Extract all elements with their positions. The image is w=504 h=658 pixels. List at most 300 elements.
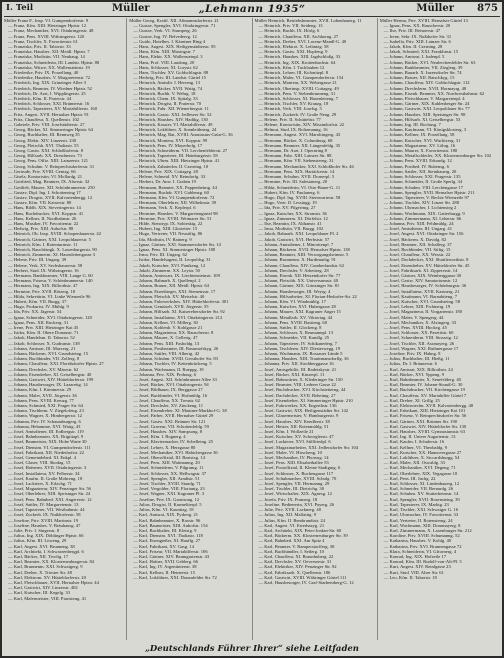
- directory-entry: — Karl, Malermeister, VIII. Piaristeng. 41: [8, 595, 87, 601]
- directory-entry: — Heinrich, Zimmerm. XI. Hasenleitengasse 3: [8, 252, 96, 258]
- directory-entry: — Julius, Ing. XII. Malfattig. 9: [258, 512, 317, 518]
- directory-entry: — Konrad, Ing. XIX. Hofzeile 17: [383, 553, 447, 559]
- directory-entry: — Ignaz, Gärtner, XXI. Stammersdorfer Str. 14: [133, 241, 221, 247]
- directory-entry: — Josef, Chauffeur, XX. Wexstr. 22: [383, 252, 451, 258]
- directory-entry: — Karl, Schneider, VII. Bernardg. 26: [383, 486, 454, 492]
- directory-entry: — Johann, Eisendreher, XI. Geiselbergstr. 40: [8, 371, 92, 377]
- directory-entry: — Gustav, Spengler, XVI. Ottakringerstr. 71: [133, 23, 216, 29]
- directory-entry: — Karl, Bahnbeamter, X. Raxstr. 96: [133, 517, 201, 523]
- directory-entry: — Karl, Gärtner, XXI. Brünner Str. 190: [383, 418, 458, 424]
- directory-entry: — Hermine, Hausbes. V. Margaretengürtel 98: [133, 210, 218, 216]
- directory-entry: — Julius, Dr. I. Bräunerstr. 6: [383, 361, 437, 367]
- directory-entry: — Karl, Uhrmacher, IV. Favoritenstr. 33: [383, 512, 459, 518]
- directory-entry: — Karl, Lokführer, XXI. Donaufelder Str. 72: [133, 574, 217, 580]
- directory-entry: — Heinrich, Tapezierer, III. Hainburgerstr. 58: [133, 153, 218, 159]
- directory-entry: — Josef, Spengler, XII. Arndtstr. 51: [133, 475, 200, 481]
- directory-entry: — Jakob, Kutscher, XVI. Panikeng. 12: [133, 262, 206, 268]
- directory-entry: — Josef, Lackierer, XVI. Stillfriedpl. 6: [258, 439, 331, 445]
- directory-entry: — Johann, Drechslerm. XVII. Hormayrg. 48: [383, 85, 467, 91]
- directory-entry: — Josef, Eisendreher, XI. Simmeringer Hptstr. 210: [258, 397, 353, 403]
- directory-entry: — Karl, Zimmermann, X. Laxenburger Str. 212: [383, 527, 472, 533]
- directory-entry: — Karl, Architekt, I. Schwarzenbergpl. 6: [8, 548, 84, 554]
- directory-entry: — Hans, Musiker, IV. Favoritenstr. 22: [8, 220, 79, 226]
- directory-entry: — Georg, Pens. Offiz. XIII. Lainzerstr. 121: [8, 158, 89, 164]
- directory-entry: — Heinrich, Monteur, XX. Webergasse 21: [258, 80, 337, 86]
- directory-entry: — Isidor, Handelsagent, II. Leopoldsg. 31: [133, 257, 211, 263]
- directory-entry: — Josef, Hausbesorger, IV. Schönburgstr. 36: [383, 283, 467, 289]
- directory-entry: — Johann, Amtsrat, III. Marxerg. 21: [8, 345, 76, 351]
- directory-entry: Müller Heinrich, Betriebsbeamter, XVII. Lobenhauerg. 11: [254, 18, 362, 23]
- directory-entry: — Irma, Modistin, VII. Burgg. 102: [258, 226, 324, 232]
- directory-entry: — Karl, Kaufm. I. Schulerstr. 16: [383, 439, 445, 445]
- directory-entry: — Ida, Priv. XV. Pilgerimg. 27: [258, 205, 316, 211]
- directory-entry: — Franz, Tischler, X. Favoritenstr. 61: [8, 38, 78, 44]
- directory-entry: — Irene, Sekr. IX. Nußdorfer Str. 31: [383, 33, 452, 39]
- directory-entry: — Josef, Amtsgehilfe, III. Radetzkystr. 21: [258, 366, 337, 372]
- directory-entry: — Heinrich, Drogist, II. Praterstr. 70: [133, 101, 201, 107]
- directory-entry: — Johann, Pens. XVIII. Kreuzg. 77: [8, 397, 74, 403]
- directory-entry: — Josef, Graveur, VII. Schottenfeldg. 59: [133, 423, 209, 429]
- directory-entry: — Johann, Hilfsarbeiter, XI. Florian-Hedorfer-Str. 22: [258, 293, 357, 299]
- directory-entry: — Friedrich, Kfm. II. Praterstr. 44: [8, 96, 72, 102]
- directory-entry: — Johann, Pens. XVIII. Bastieng. 60: [258, 319, 328, 325]
- directory-entry: — Heinrich, Mag. Rat, XVIII. Anastasius-Grün-G. 36: [133, 132, 233, 138]
- directory-entry: — Johann, Schlosser, XXI. Pragerstr. 135: [383, 174, 461, 180]
- directory-entry: — Josefine, Priv. IX. Garnisong. 12: [133, 496, 200, 502]
- directory-entry: — Johann, Chauffeur, XIV. Goldschlagstr. 112: [383, 80, 470, 86]
- directory-entry: — Karl, Fabrikant, XIII. Hietzinger Kai 101: [383, 408, 466, 414]
- directory-entry: — Josefine, Bedienerin, XVI. Payerg. 26: [258, 501, 335, 507]
- directory-entry: — Franziska, Witwe, XX. Wallensteinstr. 19: [8, 64, 90, 70]
- directory-entry: — Hans, Prof. VIII. Laudong. 20: [133, 59, 195, 65]
- directory-entry: — Karl, Dreher, XI. Grillg. 25: [383, 397, 440, 403]
- directory-entry: — Josef, Klaviermacher, IV. Schelleing. 25: [133, 439, 213, 445]
- directory-entry: — Johann, Ing. III. Rochusg. 7: [383, 122, 441, 128]
- directory-entry: — Gustav, Kfm. VII. Kaiserstr. 80: [8, 200, 72, 206]
- directory-entry: — Karl, Gastwirt, XVIII. Währinger Gürtel 111: [258, 574, 347, 580]
- directory-entry: — Josef, Mechaniker, X. Alxingerg. 33: [383, 319, 457, 325]
- directory-entry: — Heinrich, Gastw. XXI. Hopfeng. 9: [258, 49, 328, 55]
- directory-entry: — Hilda, Schneiderin, VI. Otto-Bauer-G. 11: [258, 184, 341, 190]
- directory-entry: — Karl, Dienstm. XVI. Thaliastr. 118: [133, 533, 203, 539]
- directory-entry: — Josefine, Priv. IX. Hahng. 8: [383, 351, 441, 356]
- directory-entry: — Ida, Priv. XX. Jägerstr. 54: [8, 309, 62, 315]
- directory-entry: — Johanna, Priv. XIII. Feldmühlg. 24: [383, 220, 454, 226]
- directory-entry: — Heinrich, Priv. VII. Seideng. 13: [258, 23, 323, 29]
- directory-entry: — Gottlieb, Maurer, XII. Schönbrunnerstr. 250: [8, 184, 95, 190]
- directory-entry: — Johann, Sattler, VIII. Albertg. 42: [133, 351, 200, 356]
- directory-entry: — Karl, Mechaniker, XVI. Degeng. 71: [383, 465, 456, 471]
- directory-entry: — Johann, Kohlenh. V. Kohlgasse 21: [133, 324, 203, 330]
- directory-entry: — Johann, Kutscher, XVI. Hubergasse 28: [258, 304, 336, 310]
- directory-entry: — Hermann, Fabr. XIII. Lainzer Str. 88: [258, 153, 332, 159]
- directory-entry: — Julius, Kfm. II. Rembrandtstr. 24: [258, 517, 325, 523]
- directory-entry: — Konrad, Kfm. III. Rudolf-von-Alt-Pl. 5: [383, 559, 462, 565]
- directory-entry: — Hermann, Friseur, V. Schönbrunnerstr. 140: [8, 278, 93, 284]
- directory-entry: — Johann, Gemüseh. XVII. Jörgerstr. 55: [133, 304, 209, 310]
- directory-entry: — Johann, Spengler, XVII. Hernalser Hptstr. 211: [383, 189, 475, 195]
- directory-entry: — Georg, Buchhalter, III. Rennweg 35: [8, 132, 80, 138]
- directory-entry: — Josef, Lehrer, XIII. Fichtnerg. 19: [383, 304, 451, 310]
- directory-entry: — Heinrich, Ob. Insp. XVIII. Schopenhauerstr. 42: [8, 231, 102, 237]
- directory-entry: — Hans, Angest. XIX. Heiligenstädterstr. 95: [133, 44, 216, 50]
- directory-entry: — Josef, Magazineur, XIV. Penzinger Str. 56: [8, 486, 91, 492]
- directory-entry: — Johann, Hausbesorger, IX. Lazarettg. 14: [8, 382, 88, 388]
- directory-entry: — Josef, Eisendreher, XI. Mautner-Markhof-G. 38: [133, 408, 227, 414]
- directory-entry: — Guido, Hotelbes. I. Kärntner Ring 4: [133, 38, 206, 44]
- directory-entry: — Johann, Gastwirt, XXI. Leopoldauer Str. 77: [383, 106, 470, 112]
- directory-entry: — Josefine, Priv. XVIII. Martinstr. 19: [8, 517, 79, 523]
- directory-entry: — Leo, Kfm. II. Taborstr. 18: [383, 574, 437, 580]
- directory-entry: — Karl, Drechsler, XV. Oeverseestr. 31: [258, 559, 332, 565]
- directory-entry: — Heinrich, Bäcker, XVII. Wattg. 74: [133, 85, 203, 91]
- directory-entry: — Karl, Vertreter, II. Rotensterng. 24: [383, 517, 453, 523]
- directory-title: „Lehmann 1935“: [198, 3, 306, 15]
- directory-entry: — Johann, Metallschleifer, XX. Klosterneuburger Str. 102: [383, 153, 492, 159]
- directory-entry: — Josef, Eisendreher, XV. Hütteldorfer Str. 45: [383, 262, 470, 268]
- directory-entry: — Heinrich, Hausbes. XIV. Hadikg. 130: [133, 116, 208, 122]
- directory-entry: — Josef, Postoffizial, II. Kleine Stadtgutg. 6: [258, 465, 341, 471]
- directory-entry: — Friedrich, Schlosser, XXI. Brünnerstr. 16: [8, 101, 90, 107]
- directory-entry: — Josef, Hafnerm. XVII. Ottakringerstr. 3: [8, 465, 87, 471]
- directory-entry: — Karl, Spengler, XVII. Rosensteing. 39: [383, 496, 460, 502]
- directory-entry: — Hermann, Kfm. VII. Siebensterng. 31: [258, 158, 334, 164]
- directory-entry: — Josef, Beamter, VIII. Lederer Gasse 22: [258, 382, 336, 388]
- directory-entry: — Karl, Hausbesorger, IV. Graf-Starhemberg-G. 12: [258, 579, 354, 585]
- directory-entry: — Hugo, Prokurist, IV. Mühlg. 9: [8, 304, 69, 310]
- directory-entry: — Herbert, Dr. Anw. I. Graben 19: [133, 179, 196, 185]
- directory-entry: — Josef, Wagner, XXI. Kagraner Pl. 3: [133, 491, 205, 497]
- directory-entry: — Josef, Amtsdiener, III. Ungarg. 41: [383, 226, 452, 232]
- directory-entry: — Klara, Schneiderin, VI. Gfrornerg. 4: [383, 548, 457, 554]
- directory-entry: — Josef, Pens. XIII. Elisabethallee 53: [258, 460, 329, 466]
- directory-entry: — Gustav, Ing. IV. Belvedereg. 12: [133, 33, 197, 39]
- directory-entry: — Josef, Kaufmann, VI. Barnabiteng. 7: [383, 293, 458, 299]
- directory-entry: — Johann, Tischler, IV. Kettenbrückeng. 5: [133, 361, 212, 367]
- directory-entry: — Josef, Bäcker, XVI. Ottakringerstr. 94: [133, 382, 209, 388]
- directory-entry: — Hubert, Ing. XIII. Gloriettег. 15: [133, 226, 198, 232]
- directory-entry: — Gabriele, Priv. VIII. Josefstädterstr. 27: [8, 122, 85, 128]
- directory-entry: — Karl, Beamter, V. Ramperstorfferg. 38: [258, 543, 335, 549]
- directory-entry: — Hans, Kfm. XIII. Maxingstr. 7: [133, 49, 195, 55]
- directory-entry: — Karl, Maler, XII. Oswaldg. 33: [383, 460, 445, 466]
- directory-entry: — Georg, Hilfsarb. XX. Dresdnerstr. 73: [8, 153, 82, 159]
- directory-entry: — Heinrich, Amtsdir. I. Herreng. 13: [133, 80, 200, 86]
- directory-entry: — Johann, Brunnenm. X. Hardtmuthg. 91: [258, 257, 336, 263]
- directory-entry: — Johann, Schuhm. XVIII. Gersthofer Str. 83: [133, 356, 218, 362]
- directory-column-3: [252, 18, 375, 640]
- directory-entry: — Heinrich, Zuckerb. IV. Große Neug. 29: [258, 111, 337, 117]
- directory-entry: — Josef, Tischler, XII. Assmayerg. 26: [383, 340, 455, 346]
- directory-entry: — Julius, Drogist, II. Karmeliterpl. 5: [133, 501, 202, 507]
- directory-entry: — Hermann, Bäcker, X. Columbusg. 68: [258, 137, 333, 143]
- directory-entry: — Johann, Postbeamter, III. Rasumofskyg. 26: [133, 345, 219, 351]
- directory-entry: — Heinrich, Verk. VIII. Josefsg. 5: [258, 106, 322, 112]
- directory-entry: — Josefine, Hausbes. V. Bräuhausg. 47: [8, 522, 81, 528]
- right-keyword: Müller: [416, 3, 454, 14]
- directory-entry: Müller Georg, Kraftf. XII. Altmannsdorferstr. 21: [129, 18, 219, 23]
- directory-entry: — Karl, Architekt, XIX. Peter-Jordan-Str. 60: [258, 527, 342, 533]
- directory-entry: — Josef, Chauffeur, XX. Treustr. 62: [133, 397, 200, 403]
- directory-entry: — Johann, Maurer, XXI. Kagraner Anger 15: [258, 309, 341, 315]
- directory-entry: — Heinrich, Pens. IV. Mayerhofg. 17: [133, 142, 203, 148]
- directory-entry: — Jakob, Schmied, XXI. Franklinstr. 15: [383, 49, 459, 55]
- directory-entry: — Josef, Heizer, XII. Rotenmühlg. 51: [258, 423, 329, 429]
- directory-entry: — Karl, Buchhalter, III. Kleistg. 9: [133, 527, 197, 533]
- directory-entry: — Josef, Drechsler, XV. Zinckeng. 11: [133, 403, 204, 409]
- directory-entry: — Karoline, Priv. XVIII. Schumanng. 52: [383, 533, 460, 539]
- directory-entry: — Kurt, Stud. VIII. Alser Str. 61: [383, 569, 444, 575]
- directory-entry: — Heinrich, Monteur, XVI. Koppstr. 99: [133, 137, 208, 143]
- directory-entry: — Josef, Hausbes. XIV. Kendlerstr. 38: [258, 418, 330, 424]
- directory-entry: — Helene, Schneid. XV. Reindorfg. 33: [133, 174, 206, 180]
- directory-entry: — Johann, Tischlerm. XIV. Diesterwegg. 19: [258, 345, 341, 351]
- directory-entry: — Karl, Baumeister, XIII. Auhofstr. 154: [133, 522, 208, 528]
- directory-entry: — Johann, Amtswart, IX. Liechtensteinstr. 109: [133, 272, 220, 278]
- directory-entry: — Josef, Bäckerm. X. Davidg. 82: [383, 236, 447, 242]
- directory-entry: — Georg, Elektr. XIV. Linzerstr. 230: [8, 137, 77, 143]
- directory-entry: — Johann, Pens. XIII. Fasholdg. 13: [133, 340, 200, 346]
- directory-entry: — Josef, Fabriksarb. XI. Zippererstr. 14: [383, 267, 458, 273]
- directory-entry: — Heinrich, Tischler, XV. Kranzg. 18: [258, 101, 329, 107]
- directory-entry: — Josef, Wirtschafter, XIX. Agnesg. 12: [258, 491, 332, 497]
- directory-entry: — Johann, Hausbesorger, III. Weyrg. 4: [258, 288, 331, 294]
- directory-entry: — Johanna, Hebamme, XVI. Wattg. 43: [8, 423, 81, 429]
- directory-entry: — Franziska, Modistin, VII. Neubaug. 14: [8, 54, 85, 60]
- directory-entry: — Josef, Tapezierer, VII. Westbahnstr. 44: [8, 507, 85, 513]
- directory-entry: — Hermann, Angest. XVI. Maroltingerg. 43: [258, 132, 341, 138]
- directory-entry: — Hugo, Vertreter, VII. Neustiftg. 86: [133, 231, 203, 237]
- directory-entry: — Ignaz, Pens. XI. Simmeringer Hptstr. 180: [133, 246, 216, 252]
- directory-entry: — Johann, Fleischh. XX. Universumstr. 40: [258, 278, 338, 284]
- directory-entry: — Heinrich, Schlosser, XI. Hasenleiteng. 7: [258, 96, 339, 102]
- directory-entry: — Karl, Amtsrat, XIX. Billrothstr. 24: [383, 366, 453, 372]
- directory-entry: — Johann, Tapezierer, IV. Schikanederg. 7: [258, 340, 337, 346]
- directory-entry: — Karl, Friseur, V. Reinprechtsdorfer Str. 56: [383, 413, 467, 419]
- directory-entry: — Josef, Zuckerb. IX. Nußdorferstr. 58: [8, 512, 81, 518]
- directory-entry: — Jakob, Zimmerm. XX. Leystr. 50: [133, 267, 200, 273]
- directory-entry: — Hilde, Stenotyp. IX. Sobieskig. 22: [133, 220, 203, 226]
- directory-entry: — Karl, Bäcker, XVI. Yppeng. 9: [383, 371, 445, 377]
- directory-column-2: [126, 18, 249, 640]
- directory-entry: — Johann, Chauffeur, XXI. Floridsdorfer Hptstr. 27: [8, 361, 104, 367]
- directory-entry: — Ignaz, Kutscher, XX. Stromstr. 36: [258, 210, 327, 216]
- directory-entry: — Heinrich, Kfm. I. Rotenturmstr. 11: [8, 241, 78, 247]
- directory-entry: — Hermann, Beamter, XX. Pappenheimg. 44: [133, 184, 217, 190]
- directory-entry: — Hermine, Priv. III. Salesianerg. 20: [258, 179, 328, 185]
- directory-entry: — Helene, Priv. II. Schüttelstr. 77: [258, 116, 321, 122]
- directory-entry: — Johann, Brauer, XII. Ratschkyg. 15: [383, 75, 455, 81]
- directory-entry: — Karl, Elektrom. XV. Hütteldorferstr. 20: [8, 574, 86, 580]
- directory-entry: — Georg, Schuhm. V. Reinprechtsdorferstr. 31: [8, 163, 95, 169]
- directory-entry: — Helmut, Stud. IX. Boltzmanng. 16: [258, 127, 328, 133]
- directory-entry: — Josef, Spengler, VII. Hermanng. 29: [258, 481, 330, 487]
- directory-entry: — Johann, Tischler, XIV. Linzer Str. 288: [383, 200, 460, 206]
- directory-entry: — Johann, Amtsdiener, I. Minoritenpl. 7: [258, 241, 334, 247]
- directory-entry: — Julius, Buchhalter, III. Hießg. 11: [383, 356, 450, 362]
- directory-entry: — Heinrich, Maler, VI. Gumpendorferstr. 154: [258, 75, 344, 81]
- directory-entry: — Johann, Bahnarb. X. Quellenpl. 2: [133, 278, 201, 284]
- directory-entry: — Johann, Zimmermann, XI. Leberstr. 66: [383, 215, 462, 221]
- directory-entry: — Karl, Schuhm. XV. Stutterheimstr. 14: [383, 491, 459, 497]
- directory-entry: — Karl, Buchhändler, I. Seilerg. 10: [258, 548, 324, 554]
- directory-entry: — Gottfried, Mag. Beamter, IX. Alserstr. 32: [8, 179, 90, 185]
- directory-entry: — Johann, Wachmann, IX. Rossauer Lände 5: [258, 351, 343, 356]
- directory-entry: — Heinrich, Buchh. V. Wehrg. 18: [133, 90, 196, 96]
- directory-entry: — Franz, Kfm. XIII. Hietzinger Hptstr. 12: [8, 23, 87, 29]
- page-footer: „Deutschlands Führer Ihrer“ siehe Leitfaden: [145, 644, 359, 654]
- directory-entry: — Ilse, Beamtin, IX. Althanstr. 41: [258, 220, 322, 226]
- directory-entry: — Johann, Hilfsarb. XI. Geiselbergstr. 53: [383, 116, 461, 122]
- directory-entry: — Josef, Schneiderm. V. Pilgramg. 11: [133, 465, 204, 471]
- directory-entry: — Isidor, Kfm. II. Obere Donaustr. 71: [8, 330, 79, 336]
- directory-entry: — Ignaz, Schneider, XVI. Ottakringerstr. 120: [8, 314, 92, 320]
- directory-entry: — Karl, Fleischhauer, XVII. Hernalser Hptstr. 44: [8, 579, 99, 585]
- directory-entry: — Gertrude, Priv. XVIII. Gentzg. 66: [8, 168, 76, 174]
- directory-entry: — Karl, Tapezierer, IX. Marktg. 23: [383, 501, 449, 507]
- directory-entry: — Hermann, Ing. XIX. Billrothstr. 47: [8, 283, 78, 289]
- directory-entry: — Heinrich, Hausbes. XIII. Jagdschloßg. 33: [258, 54, 341, 60]
- directory-entry: — Karl, Lokführer, X. Siccardsburgg. 54: [383, 455, 460, 461]
- directory-entry: — Hermann, Buchdr. XVI. Gablenzg. 60: [133, 189, 209, 195]
- directory-entry: — Karl, Chauffeur, XV. Mariahilfer Gürtel 7: [383, 392, 467, 398]
- directory-entry: — Josef, Kfm. I. Bognerg. 4: [133, 434, 186, 440]
- directory-entry: — Heinrich, Lokführer, X. Sonnleithnerg. 24: [133, 127, 217, 133]
- directory-entry: — Karl, Bahnbeamter, X. Senefelderg. 40: [383, 377, 461, 383]
- directory-entry: — Karl, Ing. IV. Argentinierstr. 38: [133, 564, 197, 570]
- directory-entry: — Hermann, Beamter, XII. Längenfeldg. 35: [258, 142, 341, 148]
- directory-entry: — Georg, Bäcker, XI. Simmeringer Hptstr. 64: [8, 127, 93, 133]
- directory-entry: — Gustav, Drogist, XVII. Kalvarienbergg. 12: [8, 194, 93, 200]
- directory-entry: — Karl, Kutscher, III. Kegelg. 33: [8, 590, 70, 596]
- directory-entry: — Josef, Lehrer, X. Herzgasse 80: [133, 444, 196, 450]
- directory-entry: — Josef, Fabrikant, XII. Niederhofstr. 22: [8, 449, 84, 455]
- directory-entry: — Karl, Bäckerm. XX. Klosterneuburger Str. 39: [258, 533, 348, 539]
- directory-entry: — Johann, Gärtner, XIX. Kahlenberger Str. 24: [383, 101, 470, 107]
- directory-entry: — Josef, Bahnbeamter, XX. Brigittapl. 9: [8, 434, 84, 440]
- directory-entry: — Josef, Schlosser, X. Buchengasse 117: [258, 470, 334, 476]
- directory-entry: — Josef, Tischler, III. Dietrichg. 30: [258, 486, 325, 492]
- directory-entry: — Karl, Gastwirt, XIV. Linzerstr. 402: [8, 585, 78, 591]
- directory-entry: — Irma, Priv. III. Ungarg. 62: [133, 252, 188, 258]
- directory-entry: — Josef, Kaufm. II. Große Mohreng. 18: [8, 475, 83, 481]
- directory-entry: — Josef, Pens. Bahnbed. XXI. Angererstr. 12: [8, 496, 92, 502]
- directory-entry: — Johann, Bäckerm. XVII. Hernalser Hptstr. 138: [258, 246, 350, 252]
- directory-entry: — Jakob, Schlosser, X. Gudrunstr. 138: [8, 340, 80, 346]
- directory-entry: — Johann, Schuhm. VIII. Lerchengasse 17: [383, 184, 464, 190]
- directory-entry: — Johann, Brauer, XII. Meidl. Hptstr. 64: [133, 283, 209, 289]
- directory-entry: — Josef, Amtsdiener, III. Erdbergstr. 119: [8, 429, 84, 435]
- directory-entry: — Johann, Wagner, X. Himbergerstr. 12: [8, 413, 82, 419]
- directory-entry: — Jakob, Handelsm. II. Taborstr. 52: [8, 335, 75, 341]
- directory-entry: — Hermann, Bankbeamter, VIII. Lange G. 60: [8, 272, 93, 278]
- directory-entry: — Heinrich, Chauffeur, XII. Aichhorng. 27: [258, 33, 339, 39]
- directory-entry: — Johann, Postbed. IV. Rubensg. 6: [383, 163, 449, 169]
- directory-entry: — Josef, Oberlehrer, XIII. Speisinger Str. 24: [8, 491, 91, 497]
- directory-entry: — Karl, Fabriksarb. X. Quellenstr. 186: [258, 569, 331, 575]
- directory-entry: — Josef, Lackierer, X. Erlachg. 71: [8, 481, 72, 487]
- directory-entry: — Hermine, Priv. XVII. Rötzerg. 18: [8, 288, 76, 294]
- directory-entry: — Karl, Buchdrucker, VII. Kirchengasse 19: [383, 387, 465, 393]
- directory-entry: — Katharina, Hausbes. V. Kohlg. 40: [383, 538, 452, 544]
- directory-entry: — Johann, Drechsler, V. Arbeiterg. 28: [258, 267, 329, 273]
- directory-entry: — Josef, Maler, V. Spengerg. 44: [383, 314, 444, 320]
- directory-entry: — Johann, Maler, XVII. Jörgerstr. 36: [8, 392, 77, 398]
- directory-entry: — Josefa, Priv. IX. Pramerg. 18: [258, 496, 318, 502]
- directory-entry: — Josef, Magazineur, II. Vorgartenstr. 180: [383, 309, 463, 315]
- directory-entry: — Josef, Tischler, XVIII. Staudg. 71: [133, 481, 201, 487]
- directory-entry: — Johann, Kfm. I. Kärntnerstr. 29: [8, 387, 72, 393]
- directory-entry: — Johann, Schneider, II. Große Sperlg. 34: [383, 179, 463, 185]
- directory-entry: — Johann, Kellner, IX. Porzellang. 58: [383, 132, 455, 138]
- directory-entry: — Heinrich, Gärtner, XXI. Leopoldauerstr. 5: [8, 236, 91, 242]
- directory-entry: — Heinrich, Kassier, VI. Mariahilferstr. 49: [133, 122, 213, 128]
- directory-entry: — Johann, Sattler, XII. Steinbauerg. 20: [383, 168, 457, 174]
- directory-entry: — Johann, Magazineur, XV. Löhrg. 16: [383, 142, 456, 148]
- directory-entry: — Josef, Mechaniker, IV. Phorusg. 14: [258, 455, 329, 461]
- page-header: [4, 3, 500, 17]
- directory-entry: — Heinrich, Oberinsp. XVIII. Cottageg. 49: [258, 85, 339, 91]
- directory-entry: — Helene, Verk. XV. Sechshauserstr. 58: [8, 262, 83, 268]
- directory-entry: — Johann, Fleischh. XV. Meiselstr. 40: [133, 293, 205, 299]
- directory-entry: — Josef, Oberoffizial, III. Beatrixg. 14: [133, 455, 205, 461]
- directory-entry: — Karl, Hafner, XVII. Geblerg. 66: [133, 559, 198, 565]
- directory-entry: — Julie, Priv. I. Singerstr. 8: [8, 527, 60, 533]
- left-keyword: Müller: [112, 3, 150, 14]
- directory-entry: — Franziska, Hausbes. XII. Meidl. Hptstr. 7: [8, 49, 90, 55]
- directory-entry: — Friedrich, Ing. XIX. Grinzinger Allee 3: [8, 80, 86, 86]
- directory-column-4: [377, 18, 500, 640]
- directory-entry: — Julie, Priv. XVII. Lacknerg. 40: [258, 507, 322, 513]
- directory-entry: — Hilda, Sekretärin, VI. Linke Wienzeile 96: [8, 293, 91, 299]
- directory-entry: — Hermann, Pens. XIX. Hartäckerstr. 14: [258, 168, 335, 174]
- directory-entry: — Josef, Buchbinder, VII. Stiftg. 15: [383, 246, 451, 252]
- directory-entry: — Karl, Bahnbed. XXI. Am Spitz 4: [258, 538, 325, 544]
- directory-entry: — Hermann, Mechaniker, XXI. Schloßhofer Str. 46: [258, 163, 354, 169]
- directory-entry: — Karl, Schlosser, XI. Lindenbauerg. 12: [383, 481, 460, 487]
- directory-entry: — Hermann, Kfm. VI. Gumpendorferstr. 72: [133, 194, 215, 200]
- directory-entry: — Josef, Buchdrucker, XVI. Kirchstetterng. 44: [258, 387, 346, 393]
- directory-entry: — Josef, Färber, XVII. Hernalser Gürtel 29: [133, 413, 214, 419]
- directory-entry: — Josef, Vergolder, VIII. Florianig. 23: [133, 486, 205, 492]
- directory-entry: — Josef, Glasermeister, V. Hamburgerstr. 9: [258, 413, 339, 419]
- directory-entry: — Hugo, Dipl. Ing. XVIII. Sternwartestr. 58: [258, 194, 341, 200]
- directory-entry: — Johann, Fleischhauer, V. Margaretenpl. 4: [383, 96, 465, 102]
- directory-entry: — Johann, Kellner, VI. Millerg. 30: [133, 319, 198, 325]
- directory-entry: — Johann, Bankbeamter, VII. Zieglerg. 39: [383, 64, 463, 70]
- directory-entry: — Hans, Kellner, II. Nordbahnstr. 26: [8, 215, 77, 221]
- directory-entry: — Johann, Chauffeur, XIV. Cumberlandstr. 62: [258, 262, 345, 268]
- directory-entry: — Hermann, Oberlehrer, XII. Wilhelmstr. 39: [133, 200, 217, 206]
- directory-entry: — Johann, Kfm. VI. Windmühlg. 17: [258, 298, 326, 304]
- directory-entry: — Gustav, Verk. VI. Stumperg. 26: [133, 28, 197, 34]
- directory-entry: — Josef, Installateur, XV. Felberstr. 34: [8, 470, 80, 476]
- directory-entry: — Josef, Schlosser, XX. Pasettistr. 60: [383, 330, 454, 336]
- page-number: 875: [477, 3, 498, 14]
- directory-entry: — Ida, Modistin, IV. Rainerg. 9: [133, 236, 192, 242]
- directory-entry: — Karl, Hausbes. XVIII. Gymnasiumstr. 63: [383, 429, 466, 435]
- directory-entry: Müller Herma, Priv. XVIII. Hernalser Gürtel 13: [379, 18, 468, 23]
- directory-entry: — Irene, Priv. XIII. Hietzinger Kai 45: [8, 324, 79, 330]
- directory-entry: — Karl, Tischler, XXI. Schwaiger G. 16: [383, 507, 459, 513]
- directory-entry: — Josef, Dachdecker, XXI. Shuttleworthstr. 8: [383, 257, 469, 263]
- directory-entry: — Johann, Metallarb. XV. Viktoriag. 44: [258, 314, 333, 320]
- directory-entry: — Julius, Kfm. VI. Kaunitzg. 18: [133, 507, 194, 513]
- directory-entry: — Karl, Kutscher, XX. Hannovergasse 27: [383, 449, 462, 455]
- directory-entry: — Karl, Pens. III. Juchg. 22: [383, 475, 436, 481]
- directory-entry: — Heinrich, Fabr. XII. Wienerbergstr. 11: [133, 106, 209, 112]
- directory-entry: — Johann, Bauarb. X. Inzersdorfer Str. 74: [383, 70, 462, 76]
